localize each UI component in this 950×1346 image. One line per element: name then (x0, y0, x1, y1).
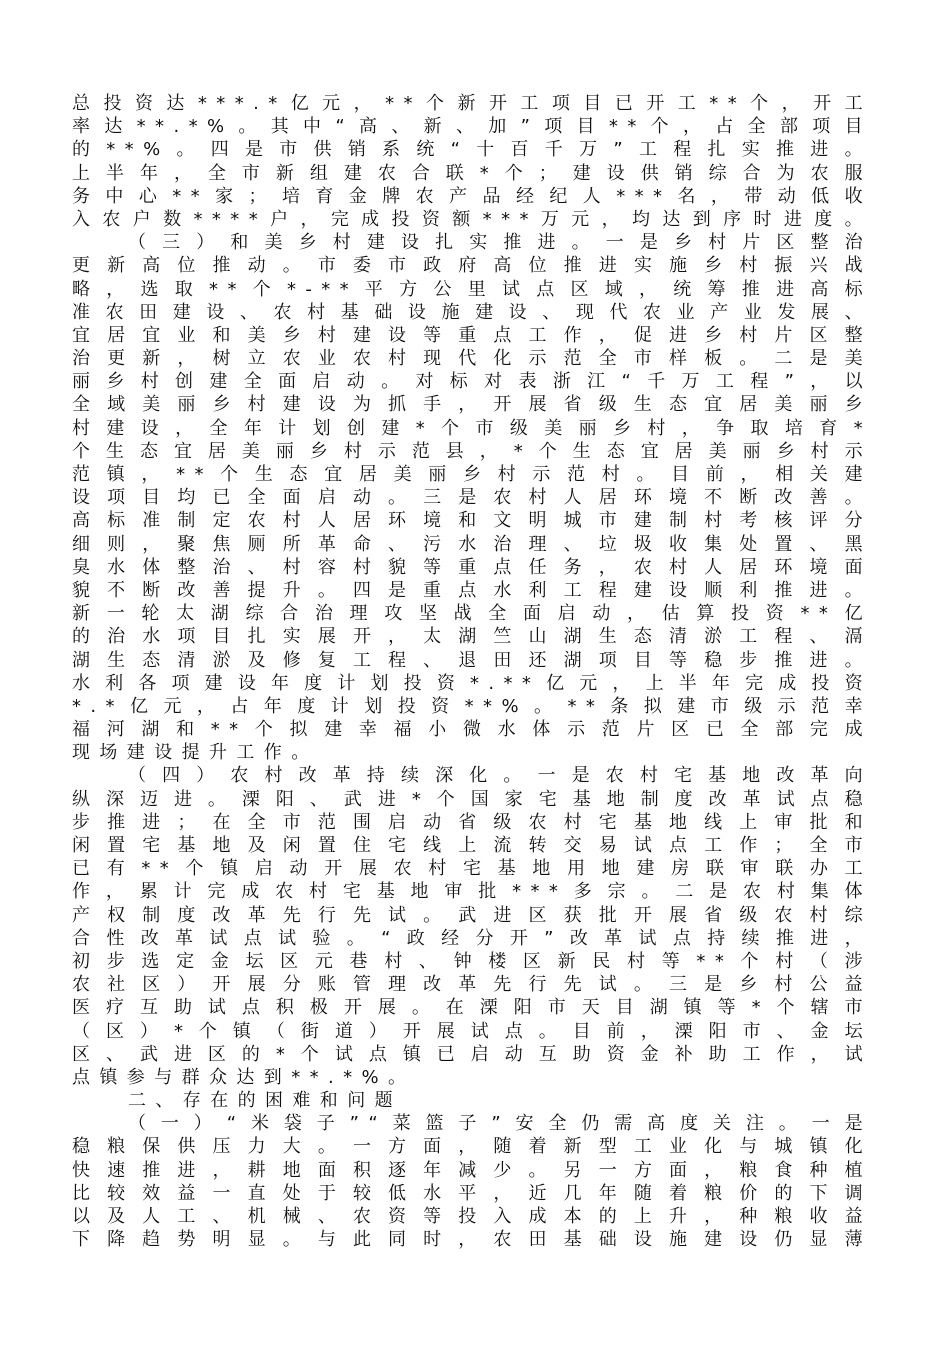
text-line: 福河湖和**个拟建幸福小微水体示范片区已全部完成 (72, 719, 872, 741)
text-line: 入农户数****户，完成投资额***万元，均达到序时进度。 (72, 208, 872, 230)
text-line: 已有**个镇启动开展农村宅基地用地建房联审联办工 (72, 858, 872, 880)
text-line: 纵深迈进。溧阳、武进*个国家宅基地制度改革试点稳 (72, 788, 872, 810)
text-line: 臭水体整治、村容村貌等重点任务，农村人居环境面 (72, 556, 872, 578)
text-line: 设项目均已全面启动。三是农村人居环境不断改善。 (72, 487, 872, 509)
text-line: 全域美丽乡村建设为抓手，开展省级生态宜居美丽乡 (72, 394, 872, 416)
text-line: 初步选定金坛区元巷村、钟楼区新民村等**个村（涉 (72, 950, 872, 972)
text-line: 产权制度改革先行先试。武进区获批开展省级农村综 (72, 904, 872, 926)
text-line: 务中心**家；培育金牌农产品经纪人***名，带动低收 (72, 185, 872, 207)
text-line: 貌不断改善提升。四是重点水利工程建设顺利推进。 (72, 579, 872, 601)
text-line: 高标准制定农村人居环境和文明城市建制村考核评分 (72, 510, 872, 532)
text-line: 快速推进，耕地面积逐年减少。另一方面，粮食种植 (72, 1159, 872, 1181)
section-heading-1: （一）“米袋子”“菜篮子”安全仍需高度关注。一是 (128, 1113, 872, 1135)
text-line: 医疗互助试点积极开展。在溧阳市天目湖镇等*个辖市 (72, 997, 872, 1019)
text-line: 细则，聚焦厕所革命、污水治理、垃圾收集处置、黑 (72, 533, 872, 555)
text-line: 作，累计完成农村宅基地审批***多宗。二是农村集体 (72, 881, 872, 903)
text-line: 以及人工、机械、农资等投入成本的上升，种粮收益 (72, 1206, 872, 1227)
text-line: 新一轮太湖综合治理攻坚战全面启动，估算投资**亿 (72, 603, 872, 625)
text-line: 步推进；在全市范围启动省级农村宅基地线上审批和 (72, 811, 872, 833)
text-line: 更新高位推动。市委市政府高位推进实施乡村振兴战 (72, 255, 872, 277)
text-line: 点镇参与群众达到**.*%。 (72, 1066, 416, 1088)
section-heading-3: （三）和美乡村建设扎实推进。一是乡村片区整治 (128, 232, 872, 254)
text-line: 的**%。四是市供销系统“十百千万”工程扎实推进。 (72, 139, 872, 161)
text-line: 下降趋势明显。与此同时，农田基础设施建设仍显薄 (72, 1229, 872, 1251)
text-line: 丽乡村创建全面启动。对标对表浙江“千万工程”，以 (72, 371, 872, 393)
text-line: 范镇，**个生态宜居美丽乡村示范村。目前，相关建 (72, 464, 872, 485)
text-line: 个生态宜居美丽乡村示范县，*个生态宜居美丽乡村示 (72, 440, 872, 462)
text-line: 水利各项建设年度计划投资*.**亿元，上半年完成投资 (72, 672, 872, 694)
text-line: 现场建设提升工作。 (72, 742, 319, 764)
text-line: *.*亿元，占年度计划投资**%。**条拟建市级示范幸 (72, 695, 872, 717)
text-line: 上半年，全市新组建农合联*个；建设供销综合为农服 (72, 162, 872, 184)
text-line: 区、武进区的*个试点镇已启动互助资金补助工作，试 (72, 1043, 872, 1065)
section-heading-4: （四）农村改革持续深化。一是农村宅基地改革向 (128, 765, 872, 787)
text-line: 闲置宅基地及闲置住宅线上流转交易试点工作；全市 (72, 835, 872, 856)
text-line: 比较效益一直处于较低水平，近几年随着粮价的下调 (72, 1182, 872, 1204)
text-line: 农社区）开展分账管理改革先行先试。三是乡村公益 (72, 974, 872, 996)
text-line: 村建设，全年计划创建*个市级美丽乡村，争取培育* (72, 417, 872, 439)
text-line: 总投资达***.*亿元，**个新开工项目已开工**个，开工 (72, 93, 872, 114)
text-line: 准农田建设、农村基础设施建设、现代农业产业发展、 (72, 301, 872, 323)
text-line: （区）*个镇（街道）开展试点。目前，溧阳市、金坛 (72, 1020, 872, 1042)
text-line: 稳粮保供压力大。一方面，随着新型工业化与城镇化 (72, 1136, 872, 1158)
text-line: 略，选取**个*-**平方公里试点区域，统筹推进高标 (72, 278, 872, 300)
text-line: 治更新，树立农业农村现代化示范全市样板。二是美 (72, 348, 872, 370)
text-line: 率达**.*%。其中“高、新、加”项目**个，占全部项目 (72, 116, 872, 138)
text-line: 的治水项目扎实展开，太湖竺山湖生态清淤工程、滆 (72, 626, 872, 648)
text-line: 合性改革试点试验。“政经分开”改革试点持续推进， (72, 927, 872, 949)
body-text (72, 92, 872, 1251)
chapter-heading: 二、存在的困难和问题 (128, 1090, 402, 1112)
text-line: 湖生态清淤及修复工程、退田还湖项目等稳步推进。 (72, 649, 872, 671)
text-line: 宜居宜业和美乡村建设等重点工作，促进乡村片区整 (72, 324, 872, 346)
